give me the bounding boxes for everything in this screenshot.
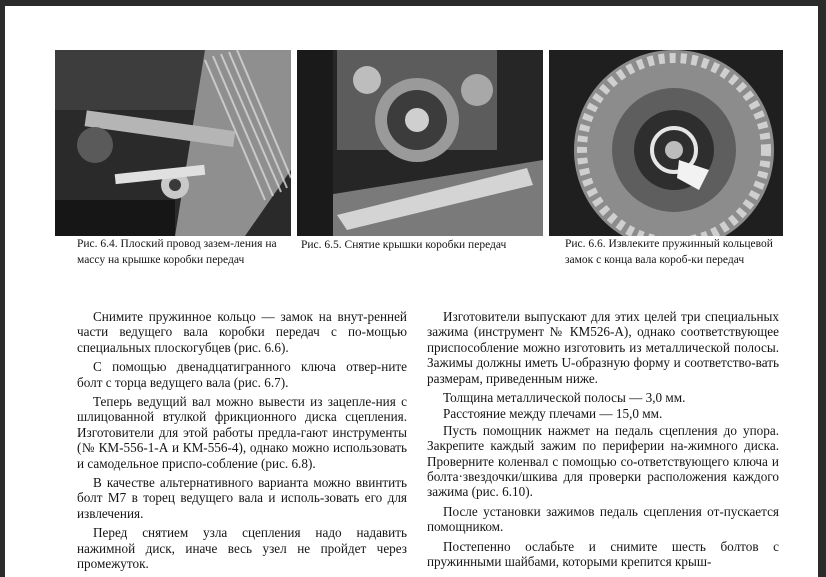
figure-6-5-caption: Рис. 6.5. Снятие крышки коробки передач — [301, 239, 507, 251]
snap-ring-photo-image — [549, 50, 783, 236]
left-text-column — [77, 309, 407, 576]
paragraph: С помощью двенадцатигранного ключа отвер-ните болт с торца ведущего вала (рис. 6.7). — [77, 359, 407, 390]
paragraph: Постепенно ослабьте и снимите шесть болтов с пружинными шайбами, которыми крепится крыш- — [427, 538, 779, 570]
figure-6-5-photo — [297, 50, 543, 236]
window-frame-right — [818, 0, 826, 577]
paragraph: Снимите пружинное кольцо — замок на внут-ренней части ведущего вала коробки передач с по-мощью специальных плоскогубцев (рис. 6.6). — [77, 309, 407, 355]
paragraph: В качестве альтернативного варианта можно ввинтить болт М7 в торец ведущего вала и исполь-зовать его для извлечения. — [77, 475, 407, 521]
paragraph: Изготовители выпускают для этих целей три специальных зажима (инструмент № КМ526-А), однако соответствующее приспособление можно изготовить из металлической полосы. Зажимы должны иметь U-образную форму и соответство-вать размерам, приведенным ниже. — [427, 309, 779, 386]
figure-6-6-photo — [549, 50, 783, 236]
figure-6-6-caption: Рис. 6.6. Извлеките пружинный кольцевой замок с конца вала короб-ки передач — [565, 238, 773, 266]
paragraph: Теперь ведущий вал можно вывести из зацепле-ния с шлицованной втулкой фрикционного диска сцепления. Изготовители для этой работы предла-гают инструменты (№ КМ-556-1-А и КМ-556-4), однако можно использовать и самодельное приспо-собление (рис. 6.8). — [77, 394, 407, 471]
paragraph: Толщина металлической полосы — 3,0 мм. — [443, 390, 686, 406]
document-page — [5, 6, 818, 577]
paragraph: Пусть помощник нажмет на педаль сцепления до упора. Закрепите каждый зажим по периферии на-жимного диска. Проверните коленвал с помощью со-ответствующего ключа и болта·звездочки/шкива для проверки расположения каждого зажима (рис. 6.10). — [427, 422, 779, 500]
paragraph: После установки зажимов педаль сцепления от-пускается помощником. — [427, 503, 779, 535]
paragraph: Расстояние между плечами — 15,0 мм. — [443, 406, 663, 422]
ground-strap-photo-image — [55, 50, 291, 236]
right-text-column — [427, 309, 779, 574]
figure-6-4-photo — [55, 50, 291, 236]
paragraph: Перед снятием узла сцепления надо надавить нажимной диск, иначе весь узел не пройдет через промежуток. — [77, 525, 407, 572]
figure-6-4-caption: Рис. 6.4. Плоский провод зазем-ления на массу на крышке коробки передач — [77, 238, 277, 266]
gearbox-cover-photo-image — [297, 50, 543, 236]
